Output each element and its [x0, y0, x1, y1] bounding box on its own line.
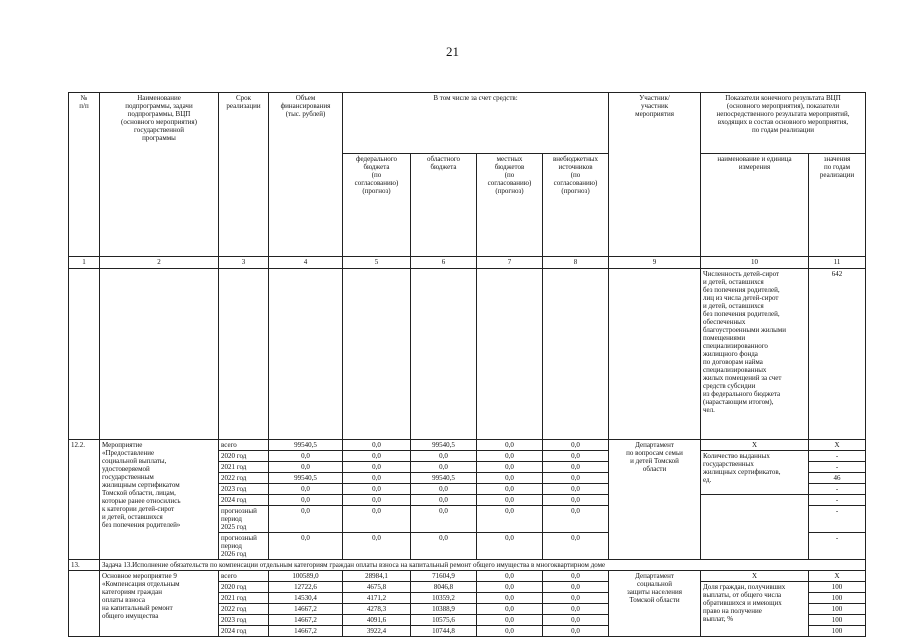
- regional-cell: 10359,2: [411, 593, 477, 604]
- local-cell: 0,0: [477, 440, 543, 451]
- federal-cell: 4278,3: [343, 604, 411, 615]
- federal-cell: 0,0: [343, 451, 411, 462]
- regional-cell: 99540,5: [411, 440, 477, 451]
- federal-cell: 0,0: [343, 495, 411, 506]
- regional-cell: 0,0: [411, 495, 477, 506]
- col-number: 2: [100, 257, 219, 269]
- value-cell: -: [809, 484, 866, 495]
- value-cell: 100: [809, 582, 866, 593]
- total-cell: 0,0: [269, 484, 343, 495]
- value-cell: 100: [809, 593, 866, 604]
- value-cell: -: [809, 533, 866, 560]
- item-name: Основное мероприятие 9 «Компенсация отдельным категориям граждан оплаты взноса на капитальный ремонт общего имущества: [100, 571, 219, 637]
- value-cell: -: [809, 451, 866, 462]
- col-number: 9: [609, 257, 701, 269]
- column-numbers-row: [69, 257, 866, 269]
- total-cell: 99540,5: [269, 473, 343, 484]
- regional-cell: 0,0: [411, 506, 477, 533]
- participant-cell: Департамент по вопросам семьи и детей Томской области: [609, 440, 701, 560]
- period-cell: 2021 год: [219, 462, 269, 473]
- total-cell: 0,0: [269, 533, 343, 560]
- regional-cell: 10744,8: [411, 626, 477, 637]
- regional-cell: 8046,8: [411, 582, 477, 593]
- local-cell: 0,0: [477, 593, 543, 604]
- table-row: [69, 440, 866, 451]
- extrabudget-cell: 0,0: [543, 593, 609, 604]
- regional-cell: 0,0: [411, 451, 477, 462]
- program-table: [68, 92, 866, 637]
- period-cell: прогнозный период 2025 год: [219, 506, 269, 533]
- value-cell: Х: [809, 440, 866, 451]
- federal-cell: 4171,2: [343, 593, 411, 604]
- regional-cell: 0,0: [411, 484, 477, 495]
- regional-cell: 99540,5: [411, 473, 477, 484]
- local-cell: 0,0: [477, 626, 543, 637]
- hdr-regional: областного бюджета: [411, 154, 477, 257]
- federal-cell: 0,0: [343, 440, 411, 451]
- local-cell: 0,0: [477, 582, 543, 593]
- total-cell: 14667,2: [269, 615, 343, 626]
- col-number: 1: [69, 257, 100, 269]
- period-cell: 2020 год: [219, 451, 269, 462]
- total-cell: 14667,2: [269, 604, 343, 615]
- hdr-local: местных бюджетов (по согласованию) (прогноз): [477, 154, 543, 257]
- task-row: [69, 560, 866, 571]
- regional-cell: 0,0: [411, 533, 477, 560]
- indicator-orphans-housing: Численность детей-сирот и детей, оставшихся без попечения родителей, лиц из числа детей-сирот и детей, оставшихся без попечения родителей, обеспеченных благоустроенными жилыми помещениями специализированного жилищного фонда по договорам найма специализированных жилых помещений за счет средств субсидии из федерального бюджета (нарастающим итогом), чел.: [701, 269, 809, 440]
- total-cell: 0,0: [269, 506, 343, 533]
- extrabudget-cell: 0,0: [543, 484, 609, 495]
- period-cell: 2021 год: [219, 593, 269, 604]
- hdr-extrabudget: внебюджетных источников (по согласованию) (прогноз): [543, 154, 609, 257]
- continuation-row: [69, 269, 866, 440]
- indicator-cell: Х: [701, 571, 809, 582]
- value-cell: -: [809, 462, 866, 473]
- hdr-volume: Объем финансирования (тыс. рублей): [269, 93, 343, 257]
- extrabudget-cell: 0,0: [543, 451, 609, 462]
- local-cell: 0,0: [477, 615, 543, 626]
- local-cell: 0,0: [477, 571, 543, 582]
- task-title: Задача 13.Исполнение обязательств по компенсации отдельным категориям граждан оплаты взноса на капитальный ремонт общего имущества в многоквартирном доме: [100, 560, 866, 571]
- col-number: 10: [701, 257, 809, 269]
- federal-cell: 0,0: [343, 462, 411, 473]
- total-cell: 14530,4: [269, 593, 343, 604]
- period-cell: 2022 год: [219, 604, 269, 615]
- extrabudget-cell: 0,0: [543, 582, 609, 593]
- total-cell: 100589,0: [269, 571, 343, 582]
- local-cell: 0,0: [477, 451, 543, 462]
- col-number: 3: [219, 257, 269, 269]
- extrabudget-cell: 0,0: [543, 533, 609, 560]
- local-cell: 0,0: [477, 495, 543, 506]
- total-cell: 99540,5: [269, 440, 343, 451]
- col-number: 7: [477, 257, 543, 269]
- value-cell: 100: [809, 604, 866, 615]
- extrabudget-cell: 0,0: [543, 495, 609, 506]
- total-cell: 14667,2: [269, 626, 343, 637]
- regional-cell: 10575,6: [411, 615, 477, 626]
- extrabudget-cell: 0,0: [543, 615, 609, 626]
- value-cell: 100: [809, 615, 866, 626]
- period-cell: 2022 год: [219, 473, 269, 484]
- total-cell: 0,0: [269, 495, 343, 506]
- value-cell: Х: [809, 571, 866, 582]
- regional-cell: 71604,9: [411, 571, 477, 582]
- extrabudget-cell: 0,0: [543, 626, 609, 637]
- period-cell: 2023 год: [219, 615, 269, 626]
- regional-cell: 10388,9: [411, 604, 477, 615]
- total-cell: 12722,6: [269, 582, 343, 593]
- indicator-cell: Доля граждан, получивших выплаты, от общего числа обратившихся и имеющих право на получение выплат, %: [701, 582, 809, 637]
- col-number: 6: [411, 257, 477, 269]
- hdr-participant: Участник/ участник мероприятия: [609, 93, 701, 257]
- item-number: 12.2.: [69, 440, 100, 560]
- participant-cell: Департамент социальной защиты населения Томской области: [609, 571, 701, 637]
- period-cell: 2023 год: [219, 484, 269, 495]
- extrabudget-cell: 0,0: [543, 473, 609, 484]
- hdr-indicators: Показатели конечного результата ВЦП (основного мероприятия), показатели непосредственного результата мероприятий, входящих в состав основного мероприятия, по годам реализации: [701, 93, 866, 154]
- period-cell: всего: [219, 440, 269, 451]
- local-cell: 0,0: [477, 604, 543, 615]
- federal-cell: 0,0: [343, 473, 411, 484]
- period-cell: 2024 год: [219, 495, 269, 506]
- extrabudget-cell: 0,0: [543, 440, 609, 451]
- value-cell: 100: [809, 626, 866, 637]
- period-cell: 2020 год: [219, 582, 269, 593]
- item-name: Мероприятие «Предоставление социальной выплаты, удостоверяемой государственным жилищным сертификатом Томской области, лицам, которые ранее относились к категории детей-сирот и детей, оставшихся без попечения родителей»: [100, 440, 219, 560]
- hdr-indicator-value: значения по годам реализации: [809, 154, 866, 257]
- task-number: 13.: [69, 560, 100, 571]
- hdr-sources-group: В том числе за счет средств:: [343, 93, 609, 154]
- regional-cell: 0,0: [411, 462, 477, 473]
- hdr-number: № п/п: [69, 93, 100, 257]
- hdr-name: Наименование подпрограммы, задачи подпрограммы, ВЦП (основного мероприятия) государственной программы: [100, 93, 219, 257]
- page-number: 21: [446, 44, 459, 59]
- federal-cell: 3922,4: [343, 626, 411, 637]
- local-cell: 0,0: [477, 506, 543, 533]
- total-cell: 0,0: [269, 462, 343, 473]
- extrabudget-cell: 0,0: [543, 571, 609, 582]
- federal-cell: 0,0: [343, 506, 411, 533]
- indicator-cell: Количество выданных государственных жилищных сертификатов, ед.: [701, 451, 809, 495]
- indicator-value: 642: [809, 269, 866, 440]
- hdr-indicator-name: наименование и единица измерения: [701, 154, 809, 257]
- local-cell: 0,0: [477, 473, 543, 484]
- local-cell: 0,0: [477, 462, 543, 473]
- hdr-period: Срок реализации: [219, 93, 269, 257]
- col-number: 8: [543, 257, 609, 269]
- federal-cell: 4091,6: [343, 615, 411, 626]
- local-cell: 0,0: [477, 484, 543, 495]
- col-number: 5: [343, 257, 411, 269]
- local-cell: 0,0: [477, 533, 543, 560]
- col-number: 11: [809, 257, 866, 269]
- indicator-cell: Х: [701, 440, 809, 451]
- period-cell: всего: [219, 571, 269, 582]
- table-row: [69, 571, 866, 582]
- federal-cell: 0,0: [343, 533, 411, 560]
- extrabudget-cell: 0,0: [543, 506, 609, 533]
- total-cell: 0,0: [269, 451, 343, 462]
- hdr-federal: федерального бюджета (по согласованию) (прогноз): [343, 154, 411, 257]
- value-cell: -: [809, 495, 866, 506]
- value-cell: -: [809, 506, 866, 533]
- col-number: 4: [269, 257, 343, 269]
- federal-cell: 28984,1: [343, 571, 411, 582]
- period-cell: 2024 год: [219, 626, 269, 637]
- period-cell: прогнозный период 2026 год: [219, 533, 269, 560]
- value-cell: 46: [809, 473, 866, 484]
- federal-cell: 0,0: [343, 484, 411, 495]
- extrabudget-cell: 0,0: [543, 604, 609, 615]
- extrabudget-cell: 0,0: [543, 462, 609, 473]
- federal-cell: 4675,8: [343, 582, 411, 593]
